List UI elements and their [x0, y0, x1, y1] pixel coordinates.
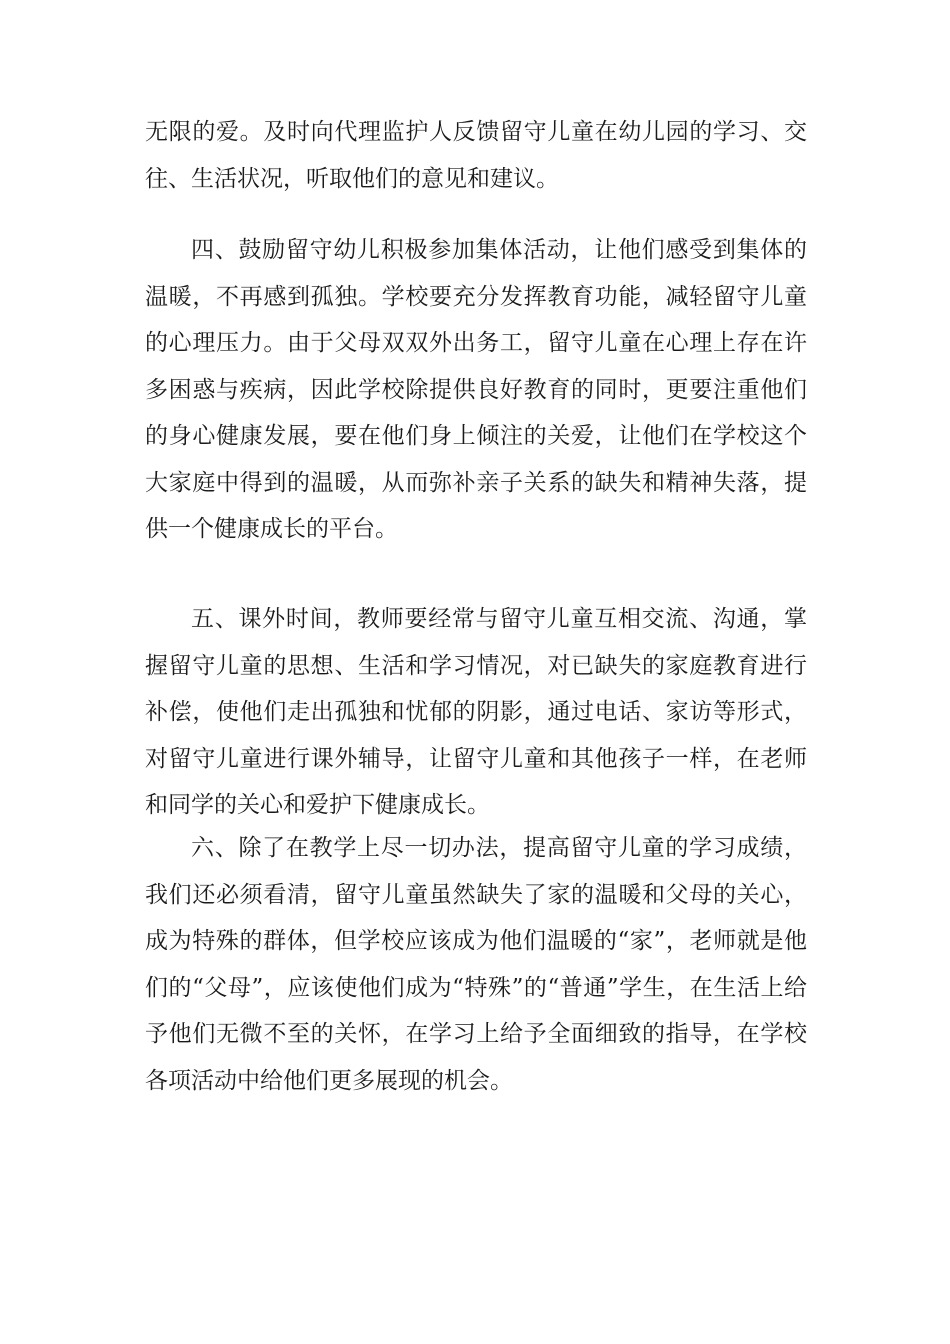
- paragraph-continuation: 无限的爱。及时向代理监护人反馈留守儿童在幼儿园的学习、交往、生活状况，听取他们的意见和建议。: [145, 119, 807, 192]
- paragraph-point-6: 六、除了在教学上尽一切办法，提高留守儿童的学习成绩，我们还必须看清，留守儿童虽然缺失了家的温暖和父母的关心，成为特殊的群体，但学校应该成为他们温暖的“家”，老师就是他们的“父母”，应该使他们成为“特殊”的“普通”学生，在生活上给予他们无微不至的关怀，在学习上给予全面细致的指导，在学校各项活动中给他们更多展现的机会。: [145, 835, 807, 1094]
- paragraph-point-5: 五、课外时间，教师要经常与留守儿童互相交流、沟通，掌握留守儿童的思想、生活和学习情况，对已缺失的家庭教育进行补偿，使他们走出孤独和忧郁的阴影，通过电话、家访等形式，对留守儿童进行课外辅导，让留守儿童和其他孩子一样，在老师和同学的关心和爱护下健康成长。: [145, 606, 807, 818]
- paragraph-point-5-block: [145, 596, 807, 829]
- paragraph-point-4: 四、鼓励留守幼儿积极参加集体活动，让他们感受到集体的温暖，不再感到孤独。学校要充分发挥教育功能，减轻留守儿童的心理压力。由于父母双双外出务工，留守儿童在心理上存在许多困惑与疾病，因此学校除提供良好教育的同时，更要注重他们的身心健康发展，要在他们身上倾注的关爱，让他们在学校这个大家庭中得到的温暖，从而弥补亲子关系的缺失和精神失落，提供一个健康成长的平台。: [145, 237, 807, 542]
- paragraph-point-6-block: [145, 825, 807, 1104]
- paragraph-continuation-block: [145, 109, 807, 202]
- paragraph-point-4-block: [145, 227, 807, 553]
